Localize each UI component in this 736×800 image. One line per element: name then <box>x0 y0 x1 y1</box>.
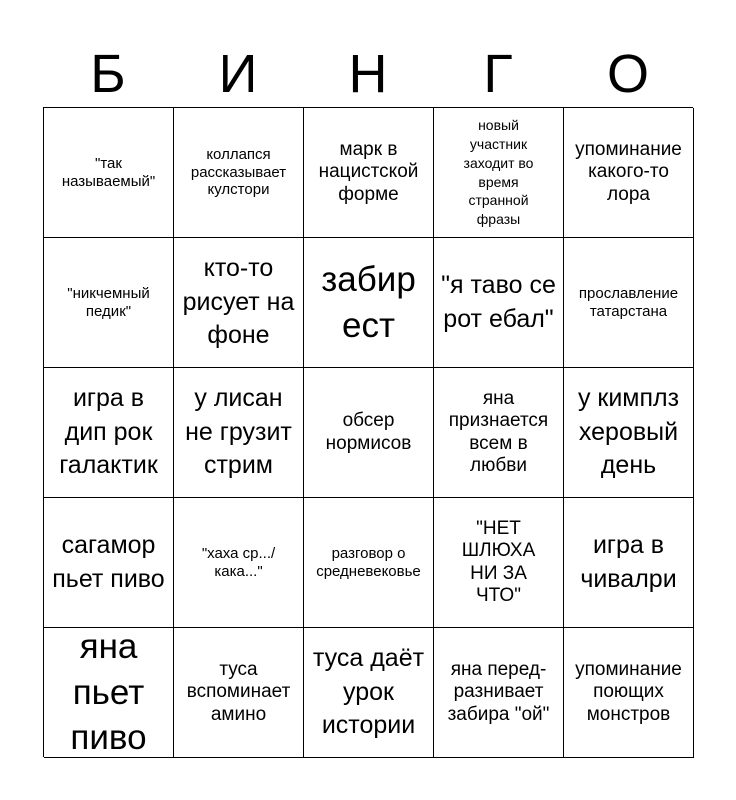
bingo-cell[interactable]: "хаха ср.../ кака..." <box>174 498 304 628</box>
bingo-cell[interactable]: у кимплз херовый день <box>564 368 694 498</box>
bingo-cell[interactable]: "так называемый" <box>44 108 174 238</box>
bingo-cell[interactable]: новый участник заходит во время странной фразы <box>434 108 564 238</box>
bingo-cell[interactable]: забир ест <box>304 238 434 368</box>
bingo-cell[interactable]: упоминание какого-то лора <box>564 108 694 238</box>
header-letter-o: О <box>606 44 649 104</box>
header-letter-i: И <box>218 44 258 104</box>
bingo-cell[interactable]: "я таво се рот ебал" <box>434 238 564 368</box>
header-letter-g: Г <box>483 44 513 104</box>
bingo-cell[interactable]: упоминание поющих монстров <box>564 628 694 758</box>
bingo-cell[interactable]: яна перед-разнивает забира "ой" <box>434 628 564 758</box>
header-letter-b: Б <box>90 44 126 104</box>
bingo-cell[interactable]: яна признается всем в любви <box>434 368 564 498</box>
bingo-header <box>43 40 693 108</box>
bingo-cell[interactable]: прославление татарстана <box>564 238 694 368</box>
bingo-cell[interactable]: яна пьет пиво <box>44 628 174 758</box>
bingo-cell[interactable]: "НЕТ ШЛЮХА НИ ЗА ЧТО" <box>434 498 564 628</box>
bingo-cell[interactable]: сагамор пьет пиво <box>44 498 174 628</box>
bingo-cell[interactable]: игра в чивалри <box>564 498 694 628</box>
bingo-cell[interactable]: разговор о средневековье <box>304 498 434 628</box>
bingo-grid <box>43 107 693 757</box>
bingo-cell[interactable]: у лисан не грузит стрим <box>174 368 304 498</box>
bingo-cell[interactable]: "никчемный педик" <box>44 238 174 368</box>
bingo-cell[interactable]: туса даёт урок истории <box>304 628 434 758</box>
bingo-cell[interactable]: марк в нацистской форме <box>304 108 434 238</box>
bingo-cell[interactable]: кто-то рисует на фоне <box>174 238 304 368</box>
bingo-cell[interactable]: туса вспоминает амино <box>174 628 304 758</box>
bingo-cell[interactable]: коллапся рассказывает кулстори <box>174 108 304 238</box>
bingo-cell[interactable]: игра в дип рок галактик <box>44 368 174 498</box>
bingo-cell[interactable]: обсер нормисов <box>304 368 434 498</box>
header-letter-n: Н <box>348 44 388 104</box>
